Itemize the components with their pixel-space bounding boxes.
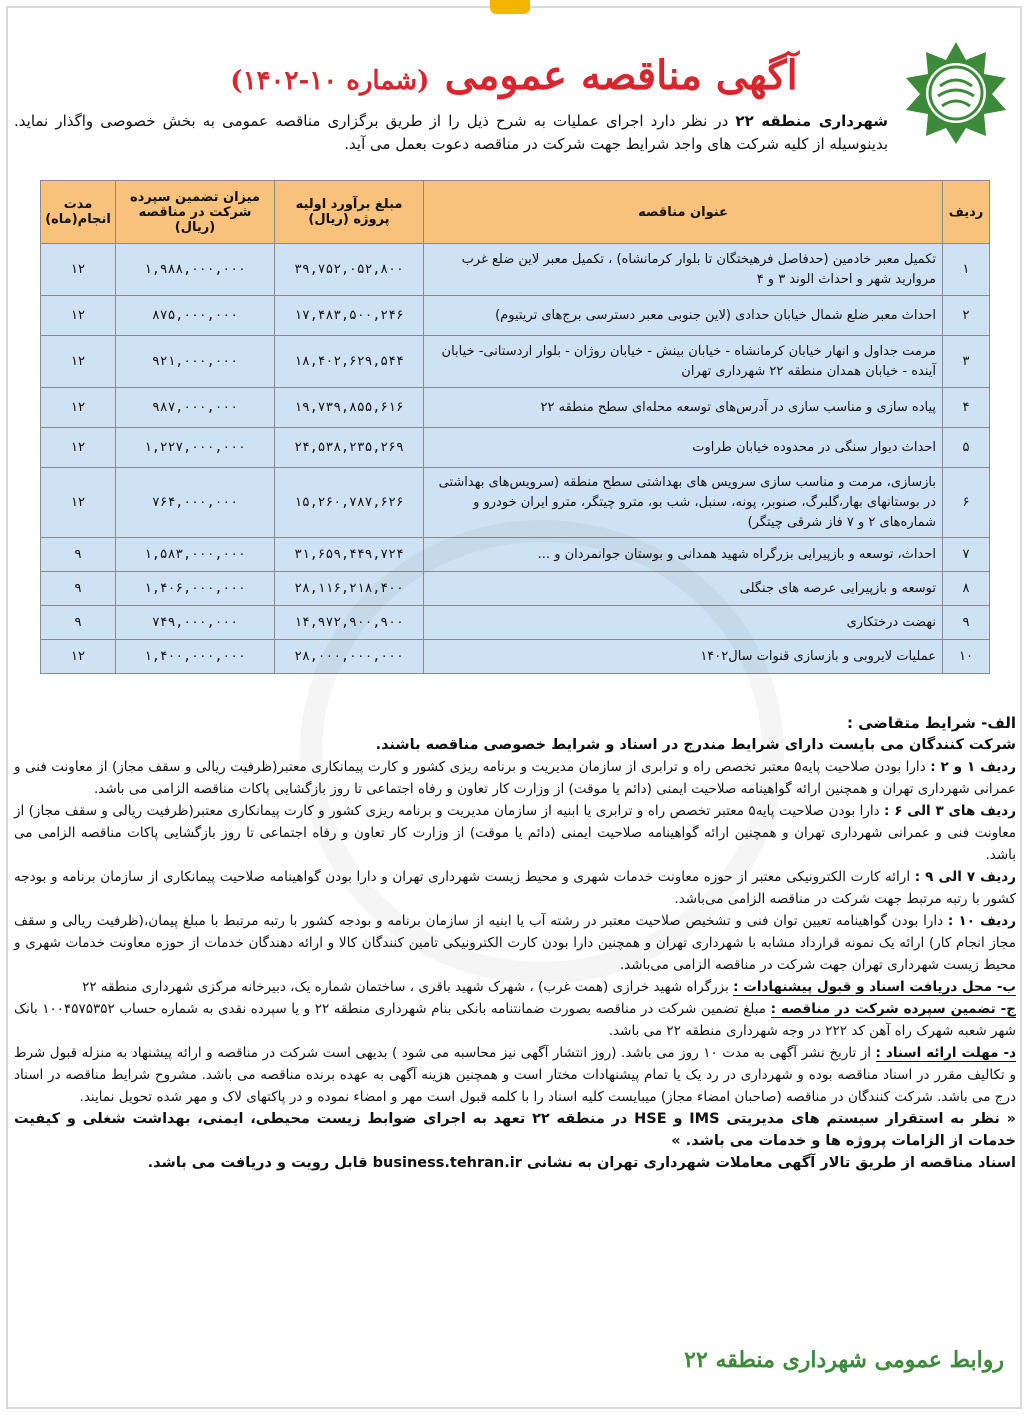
condition-text: ارائه کارت الکترونیکی معتبر از حوزه معاونت خدمات شهری و محیط زیست شهرداری تهران و دارا بودن گواهینامه صلاحیت پیمانکاری از سازمان برنامه و بودجه کشور با رتبه مرتبط جهت شرکت در مناقصه الزامی می‌باشد. xyxy=(14,869,1016,907)
section-d xyxy=(14,1042,1016,1108)
top-tab-decoration xyxy=(490,0,530,14)
cell-estimate: ۱۷,۴۸۳,۵۰۰,۲۴۶ xyxy=(275,296,424,336)
cell-duration: ۹ xyxy=(41,572,116,606)
table-row xyxy=(41,640,990,674)
cell-row-number: ۶ xyxy=(943,468,990,538)
condition-text: دارا بودن صلاحیت پایه۵ معتبر تخصص راه و ترابری یا ابنیه از سازمان مدیریت و برنامه ریزی کشور و کارت پیمانکاری معتبر(ظرفیت ریالی و سقف مجاز) از معاونت فنی و عمرانی شهرداری تهران و همچنین ارائه گواهینامه صلاحیت ایمنی (دائم یا موقت) از وزارت کار تعاون و رفاه اجتماعی تا روز بازگشایی پاکات مناقصه الزامی می باشد. xyxy=(14,803,1016,863)
section-c-text: مبلغ تضمین شرکت در مناقصه بصورت ضمانتنامه بانکی بنام شهرداری منطقه ۲۲ و یا سپرده نقدی به شماره حساب ۱۰۰۴۵۷۵۳۵۲ بانک شهر شعبه شهرک راه آهن کد ۲۲۲ در وجه شهرداری منطقه ۲۲ می باشد. xyxy=(14,1001,1016,1039)
footer-public-relations: روابط عمومی شهرداری منطقه ۲۲ xyxy=(684,1347,1004,1373)
cell-row-number: ۱۰ xyxy=(943,640,990,674)
cell-duration: ۹ xyxy=(41,538,116,572)
table-row xyxy=(41,388,990,428)
cell-title: بازسازی، مرمت و مناسب سازی سرویس های بهداشتی سطح منطقه (سرویس‌های بهداشتی در بوستانهای بهار،گلبرگ، صنوبر، پونه، سنبل، شب بو، مترو چیتگر، مترو ایران خودرو و شماره‌های ۲ و ۷ فاز شرقی چیتگر) xyxy=(424,468,943,538)
cell-deposit: ۹۲۱,۰۰۰,۰۰۰ xyxy=(116,336,275,388)
cell-estimate: ۱۸,۴۰۲,۶۲۹,۵۴۴ xyxy=(275,336,424,388)
section-b-text: بزرگراه شهید خرازی (همت غرب) ، شهرک شهید باقری ، ساختمان شماره یک، دبیرخانه مرکزی شهرداری منطقه ۲۲ xyxy=(82,979,734,995)
cell-deposit: ۱,۲۲۷,۰۰۰,۰۰۰ xyxy=(116,428,275,468)
hse-notice: « نظر به استقرار سیستم های مدیریتی IMS و HSE در منطقه ۲۲ تعهد به اجرای ضوابط زیست محیطی، ایمنی، بهداشت شغلی و کیفیت خدمات از الزامات پروژه ها و خدمات می باشد. » xyxy=(14,1111,1017,1149)
intro-paragraph xyxy=(14,110,888,156)
header-estimate: مبلغ برآورد اولیه پروژه (ریال) xyxy=(275,181,424,244)
header-title: عنوان مناقصه xyxy=(424,181,943,244)
condition-row-10 xyxy=(14,910,1016,976)
cell-estimate: ۱۹,۷۳۹,۸۵۵,۶۱۶ xyxy=(275,388,424,428)
cell-title: تکمیل معبر خادمین (حدفاصل فرهیختگان تا بلوار کرمانشاه) ، تکمیل معبر لاین ضلع غرب مروارید شهر و احداث الوند ۳ و ۴ xyxy=(424,244,943,296)
cell-duration: ۱۲ xyxy=(41,428,116,468)
cell-row-number: ۸ xyxy=(943,572,990,606)
cell-deposit: ۱,۵۸۳,۰۰۰,۰۰۰ xyxy=(116,538,275,572)
cell-title: نهضت درختکاری xyxy=(424,606,943,640)
title-main: آگهی مناقصه عمومی xyxy=(444,52,798,99)
cell-estimate: ۳۱,۶۵۹,۴۴۹,۷۲۴ xyxy=(275,538,424,572)
cell-row-number: ۱ xyxy=(943,244,990,296)
cell-title: پیاده سازی و مناسب سازی در آدرس‌های توسعه محله‌ای سطح منطقه ۲۲ xyxy=(424,388,943,428)
condition-label: ردیف ۱ و ۲ : xyxy=(930,759,1016,775)
table-row xyxy=(41,428,990,468)
cell-row-number: ۴ xyxy=(943,388,990,428)
cell-duration: ۱۲ xyxy=(41,296,116,336)
cell-title: احداث معبر ضلع شمال خیابان حدادی (لاین جنوبی معبر دسترسی برج‌های تریتیوم) xyxy=(424,296,943,336)
condition-text: دارا بودن گواهینامه تعیین توان فنی و تشخیص صلاحیت معتبر در رشته آب یا ابنیه از سازمان برنامه و بودجه کشور با رتبه مرتبط با مبلغ پیمان،(ظرفیت ریالی و سقف مجاز انجام کار) ارائه یک نمونه قرارداد مشابه با شهرداری تهران و همچنین دارا بودن کارت الکترونیکی تامین کنندگان کالا و ارائه دهندگان خدمات از حوزه معاونت خدمات شهری و محیط زیست شهرداری تهران جهت شرکت در مناقصه الزامی می‌باشد. xyxy=(14,913,1016,973)
cell-deposit: ۱,۴۰۰,۰۰۰,۰۰۰ xyxy=(116,640,275,674)
table-row xyxy=(41,244,990,296)
cell-estimate: ۲۸,۰۰۰,۰۰۰,۰۰۰ xyxy=(275,640,424,674)
condition-rows-3-6 xyxy=(14,800,1016,866)
cell-duration: ۱۲ xyxy=(41,244,116,296)
cell-title: توسعه و بازپیرایی عرصه های جنگلی xyxy=(424,572,943,606)
conditions-section xyxy=(14,712,1016,1174)
cell-title: احداث دیوار سنگی در محدوده خیابان طراوت xyxy=(424,428,943,468)
cell-deposit: ۷۴۹,۰۰۰,۰۰۰ xyxy=(116,606,275,640)
intro-org: شهرداری منطقه ۲۲ xyxy=(735,112,888,130)
cell-title: احداث، توسعه و بازپیرایی بزرگراه شهید همدانی و بوستان جوانمردان و ... xyxy=(424,538,943,572)
cell-row-number: ۲ xyxy=(943,296,990,336)
section-b-label: ب- محل دریافت اسناد و قبول پیشنهادات : xyxy=(733,979,1016,995)
section-c xyxy=(14,998,1016,1042)
condition-rows-1-2 xyxy=(14,756,1016,800)
condition-rows-7-9 xyxy=(14,866,1016,910)
cell-estimate: ۱۴,۹۷۲,۹۰۰,۹۰۰ xyxy=(275,606,424,640)
cell-row-number: ۳ xyxy=(943,336,990,388)
cell-duration: ۱۲ xyxy=(41,336,116,388)
cell-title: عملیات لایروبی و بازسازی قنوات سال۱۴۰۲ xyxy=(424,640,943,674)
cell-deposit: ۱,۹۸۸,۰۰۰,۰۰۰ xyxy=(116,244,275,296)
cell-duration: ۹ xyxy=(41,606,116,640)
table-row xyxy=(41,606,990,640)
cell-deposit: ۸۷۵,۰۰۰,۰۰۰ xyxy=(116,296,275,336)
condition-label: ردیف های ۳ الی ۶ : xyxy=(884,803,1016,819)
section-d-label: د- مهلت ارائه اسناد : xyxy=(875,1045,1017,1061)
section-d-text: از تاریخ نشر آگهی به مدت ۱۰ روز می باشد. (روز انتشار آگهی نیز محاسبه می شود ) بدیهی است شرکت در مناقصه و ارائه پیشنهاد به منزله قبول شرط و تکالیف مقرر در اسناد مناقصه بوده و شهرداری در رد یک یا تمام پیشنهادات مختار است و همچنین هزینه آگهی به عهده برنده مناقصه می باشد. مشروح شرایط مناقصه در اسناد درج می باشد. شرکت کنندگان در مناقصه (صاحبان امضاء مجاز) میبایست کلیه اسناد را با کلمه قبول است مهر و امضاء نموده و در پاکتهای لاک و مهر شده تحویل نمایند. xyxy=(14,1045,1016,1105)
header-deposit: میزان تضمین سپرده شرکت در مناقصه (ریال) xyxy=(116,181,275,244)
cell-title: مرمت جداول و انهار خیابان کرمانشاه - خیابان بینش - خیابان روژان - بلوار اردستانی- خیابان آینده - خیابان همدان منطقه ۲۲ شهرداری تهران xyxy=(424,336,943,388)
cell-duration: ۱۲ xyxy=(41,640,116,674)
intro-text: در نظر دارد اجرای عملیات به شرح ذیل را از طریق برگزاری مناقصه عمومی به بخش خصوصی واگذار نماید. بدینوسیله از کلیه شرکت های واجد شرایط جهت شرکت در مناقصه دعوت بعمل می آید. xyxy=(14,112,888,153)
cell-duration: ۱۲ xyxy=(41,388,116,428)
table-row xyxy=(41,468,990,538)
table-row xyxy=(41,572,990,606)
title-number: (شماره ۱۰-۱۴۰۲) xyxy=(230,66,430,96)
section-c-label: ج- تضمین سپرده شرکت در مناقصه : xyxy=(770,1001,1016,1017)
page-title xyxy=(0,52,1028,99)
table-header-row xyxy=(41,181,990,244)
cell-deposit: ۱,۴۰۶,۰۰۰,۰۰۰ xyxy=(116,572,275,606)
cell-estimate: ۲۴,۵۳۸,۲۳۵,۲۶۹ xyxy=(275,428,424,468)
header-duration: مدت انجام(ماه) xyxy=(41,181,116,244)
header-row-number: ردیف xyxy=(943,181,990,244)
condition-label: ردیف ۷ الی ۹ : xyxy=(914,869,1016,885)
table-row xyxy=(41,538,990,572)
online-notice: اسناد مناقصه از طریق تالار آگهی معاملات شهرداری تهران به نشانی business.tehran.ir قابل رویت و دریافت می باشد. xyxy=(147,1155,1016,1171)
cell-duration: ۱۲ xyxy=(41,468,116,538)
table-row xyxy=(41,336,990,388)
cell-deposit: ۹۸۷,۰۰۰,۰۰۰ xyxy=(116,388,275,428)
cell-row-number: ۹ xyxy=(943,606,990,640)
tenders-table xyxy=(40,180,990,674)
table-row xyxy=(41,296,990,336)
cell-estimate: ۲۸,۱۱۶,۲۱۸,۴۰۰ xyxy=(275,572,424,606)
condition-text: دارا بودن صلاحیت پایه۵ معتبر تخصص راه و ترابری از سازمان مدیریت و برنامه ریزی کشور و کارت پیمانکاری معتبر(ظرفیت ریالی و سقف مجاز) از معاونت فنی و عمرانی شهرداری تهران و همچنین ارائه گواهینامه صلاحیت ایمنی (دائم یا موقت) از وزارت کار تعاون و رفاه اجتماعی تا روز بازگشایی پاکات مناقصه الزامی می باشد. xyxy=(14,759,1016,797)
conditions-heading: الف- شرایط متقاضی : xyxy=(847,714,1016,732)
conditions-general: شرکت کنندگان می بایست دارای شرایط مندرج در اسناد و شرایط خصوصی مناقصه باشند. xyxy=(375,737,1016,753)
cell-row-number: ۷ xyxy=(943,538,990,572)
section-b xyxy=(14,976,1016,998)
cell-row-number: ۵ xyxy=(943,428,990,468)
cell-deposit: ۷۶۴,۰۰۰,۰۰۰ xyxy=(116,468,275,538)
condition-label: ردیف ۱۰ : xyxy=(947,913,1016,929)
cell-estimate: ۳۹,۷۵۲,۰۵۲,۸۰۰ xyxy=(275,244,424,296)
cell-estimate: ۱۵,۲۶۰,۷۸۷,۶۲۶ xyxy=(275,468,424,538)
